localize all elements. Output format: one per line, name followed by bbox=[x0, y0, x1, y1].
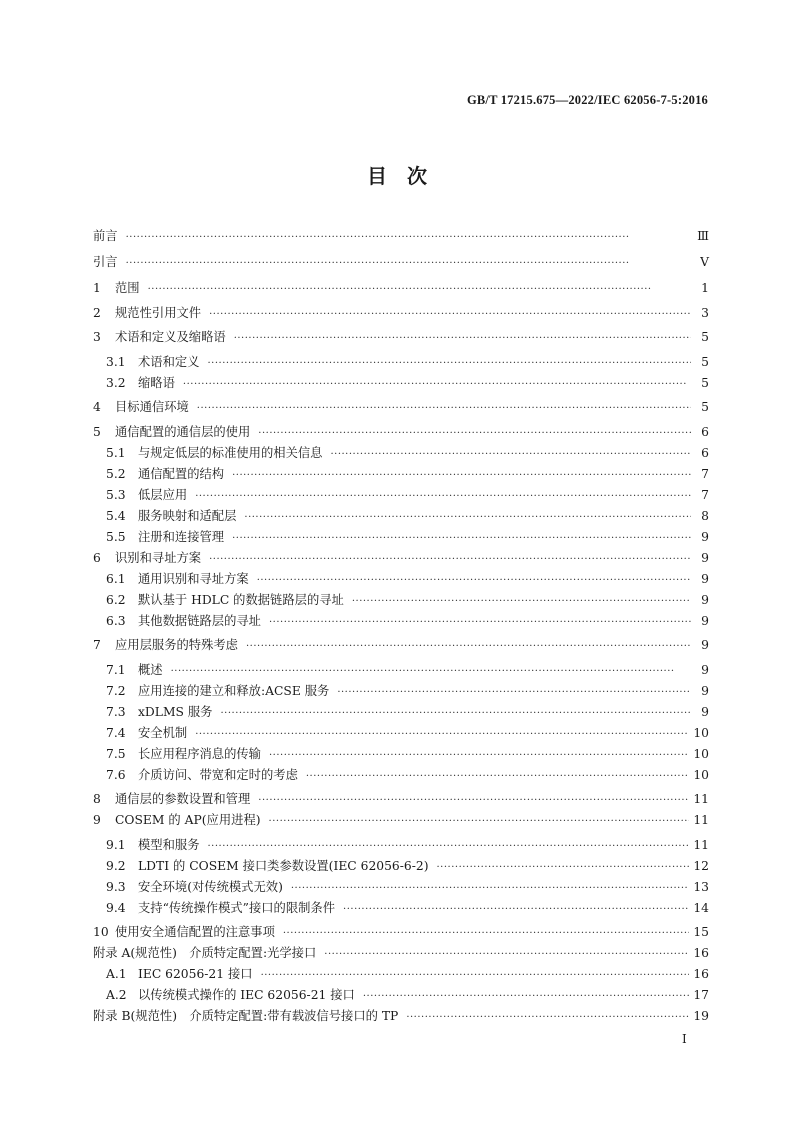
toc-entry-title: 支持“传统操作模式”接口的限制条件 bbox=[138, 900, 336, 915]
toc-entry[interactable] bbox=[93, 877, 709, 898]
toc-entry-page: 5 bbox=[701, 354, 709, 369]
toc-entry-title: 安全机制 bbox=[138, 725, 188, 740]
toc-dot-leader bbox=[330, 449, 691, 460]
toc-entry-number: 9.1 bbox=[106, 837, 126, 852]
toc-entry[interactable] bbox=[93, 590, 709, 611]
toc-dot-leader bbox=[306, 771, 689, 782]
toc-entry-page: 15 bbox=[693, 925, 709, 939]
toc-dot-leader bbox=[183, 379, 691, 390]
toc-entry-page: 7 bbox=[701, 466, 709, 481]
toc-entry-page: 9 bbox=[701, 704, 709, 719]
toc-entry-page: 9 bbox=[701, 613, 709, 628]
toc-dot-leader bbox=[343, 904, 689, 915]
toc-entry-page: 10 bbox=[693, 725, 709, 740]
toc-dot-leader bbox=[258, 428, 691, 439]
toc-entry-page: 13 bbox=[693, 879, 709, 894]
toc-entry-title: 通信配置的通信层的使用 bbox=[115, 424, 251, 439]
toc-entry-page: Ⅴ bbox=[700, 255, 709, 269]
toc-dot-leader bbox=[324, 949, 689, 960]
toc-entry[interactable] bbox=[93, 660, 709, 681]
toc-entry-page: 9 bbox=[701, 529, 709, 544]
toc-dot-leader bbox=[291, 883, 689, 894]
toc-dot-leader bbox=[437, 862, 690, 873]
toc-entry-title: 应用层服务的特殊考虑 bbox=[115, 638, 238, 652]
toc-entry-page: 6 bbox=[701, 445, 709, 460]
toc-dot-leader bbox=[197, 403, 691, 414]
toc-dot-leader bbox=[363, 991, 689, 1002]
toc-entry-title: 引言 bbox=[93, 255, 118, 269]
toc-entry-page: 9 bbox=[701, 683, 709, 698]
toc-entry-number: 5.5 bbox=[106, 529, 126, 544]
toc-entry-page: 9 bbox=[701, 638, 709, 652]
toc-entry[interactable] bbox=[93, 985, 709, 1006]
toc-entry-title: 规范性引用文件 bbox=[115, 305, 202, 320]
table-of-contents bbox=[93, 226, 709, 1027]
toc-entry[interactable] bbox=[93, 856, 709, 877]
toc-entry-title: 低层应用 bbox=[138, 487, 188, 502]
toc-dot-leader bbox=[246, 641, 691, 652]
page-number: I bbox=[682, 1032, 687, 1046]
toc-entry-number: 6.1 bbox=[106, 571, 126, 586]
toc-entry-title: 模型和服务 bbox=[138, 837, 200, 852]
toc-entry-number: 4 bbox=[93, 400, 101, 414]
toc-dot-leader bbox=[148, 284, 691, 295]
toc-entry[interactable] bbox=[93, 744, 709, 765]
document-header: GB/T 17215.675—2022/IEC 62056-7-5:2016 bbox=[466, 93, 708, 107]
toc-entry-title: 使用安全通信配置的注意事项 bbox=[115, 925, 275, 939]
toc-entry-title: 安全环境(对传统模式无效) bbox=[138, 879, 283, 894]
toc-entry-page: 9 bbox=[701, 662, 709, 677]
toc-entry[interactable] bbox=[93, 569, 709, 590]
toc-dot-leader bbox=[406, 1012, 689, 1023]
toc-entry-page: 9 bbox=[701, 592, 709, 607]
toc-entry-number: 2 bbox=[93, 305, 101, 320]
toc-entry-number: 5.3 bbox=[106, 487, 126, 502]
toc-dot-leader bbox=[269, 617, 691, 628]
toc-entry-page: 11 bbox=[693, 837, 709, 852]
toc-entry-number: 7.1 bbox=[106, 662, 126, 677]
toc-entry-page: 17 bbox=[693, 988, 709, 1002]
toc-dot-leader bbox=[209, 554, 691, 565]
toc-entry[interactable] bbox=[93, 373, 709, 394]
toc-dot-leader bbox=[234, 333, 691, 344]
toc-entry-number: A.2 bbox=[106, 988, 127, 1002]
toc-dot-leader bbox=[220, 708, 691, 719]
toc-dot-leader bbox=[126, 258, 691, 269]
toc-entry-page: 6 bbox=[701, 424, 709, 439]
toc-entry[interactable] bbox=[93, 278, 709, 299]
toc-entry-number: 9.2 bbox=[106, 858, 126, 873]
toc-entry-number: 6.2 bbox=[106, 592, 126, 607]
toc-entry-number: 3.1 bbox=[106, 354, 126, 369]
toc-entry-title: 概述 bbox=[138, 662, 163, 677]
toc-dot-leader bbox=[171, 666, 691, 677]
toc-entry[interactable] bbox=[93, 789, 709, 810]
toc-dot-leader bbox=[269, 750, 689, 761]
toc-entry-title: COSEM 的 AP(应用进程) bbox=[115, 813, 261, 827]
toc-entry[interactable] bbox=[93, 397, 709, 418]
toc-entry-page: 3 bbox=[701, 305, 709, 320]
toc-entry-title: 与规定低层的标准使用的相关信息 bbox=[138, 445, 323, 460]
toc-entry[interactable] bbox=[93, 611, 709, 632]
toc-entry-title: IEC 62056-21 接口 bbox=[138, 967, 253, 981]
toc-dot-leader bbox=[352, 596, 691, 607]
toc-dot-leader bbox=[283, 928, 689, 939]
toc-dot-leader bbox=[208, 841, 690, 852]
toc-entry-title: 范围 bbox=[115, 281, 140, 295]
toc-dot-leader bbox=[269, 816, 690, 827]
toc-entry-page: 5 bbox=[701, 400, 709, 414]
toc-entry-page: 5 bbox=[701, 330, 709, 344]
toc-entry-number: 9.4 bbox=[106, 900, 126, 915]
toc-entry-title: LDTI 的 COSEM 接口类参数设置(IEC 62056-6-2) bbox=[138, 858, 429, 873]
toc-entry-page: 9 bbox=[701, 550, 709, 565]
toc-dot-leader bbox=[257, 575, 691, 586]
toc-entry[interactable] bbox=[93, 226, 709, 247]
toc-dot-leader bbox=[195, 729, 689, 740]
toc-entry[interactable] bbox=[93, 443, 709, 464]
toc-entry-title: 长应用程序消息的传输 bbox=[138, 746, 261, 761]
toc-entry-title: 服务映射和适配层 bbox=[138, 508, 237, 523]
toc-entry-number: 8 bbox=[93, 792, 101, 806]
toc-entry-number: 7.3 bbox=[106, 704, 126, 719]
toc-dot-leader bbox=[258, 795, 689, 806]
toc-dot-leader bbox=[261, 970, 690, 981]
toc-entry-title: 通信层的参数设置和管理 bbox=[115, 792, 251, 806]
toc-entry-page: 10 bbox=[693, 746, 709, 761]
toc-entry[interactable] bbox=[93, 922, 709, 943]
toc-entry-title: 识别和寻址方案 bbox=[115, 550, 202, 565]
toc-entry[interactable] bbox=[93, 485, 709, 506]
toc-entry-number: 7 bbox=[93, 638, 101, 652]
toc-entry-page: 1 bbox=[701, 281, 709, 295]
toc-entry[interactable] bbox=[93, 327, 709, 348]
toc-entry[interactable] bbox=[93, 1006, 709, 1027]
toc-entry-number: 7.2 bbox=[106, 683, 126, 698]
toc-dot-leader bbox=[244, 512, 691, 523]
toc-entry-page: Ⅲ bbox=[697, 229, 709, 243]
toc-entry[interactable] bbox=[93, 352, 709, 373]
toc-entry-number: 5 bbox=[93, 424, 101, 439]
toc-entry-page: 5 bbox=[701, 375, 709, 390]
toc-entry-title: xDLMS 服务 bbox=[138, 704, 213, 719]
page-title: 目 次 bbox=[367, 164, 427, 188]
toc-entry-number: 3 bbox=[93, 330, 101, 344]
toc-entry-number: 5.1 bbox=[106, 445, 126, 460]
toc-entry-number: A.1 bbox=[106, 967, 127, 981]
toc-dot-leader bbox=[232, 470, 691, 481]
toc-entry[interactable] bbox=[93, 252, 709, 273]
toc-dot-leader bbox=[208, 358, 692, 369]
toc-entry-title: 术语和定义 bbox=[138, 354, 200, 369]
toc-entry-title: 介质访问、带宽和定时的考虑 bbox=[138, 767, 298, 782]
toc-entry[interactable] bbox=[93, 943, 709, 964]
toc-entry[interactable] bbox=[93, 303, 709, 324]
toc-dot-leader bbox=[126, 232, 691, 243]
toc-entry-number: 6.3 bbox=[106, 613, 126, 628]
toc-entry[interactable] bbox=[93, 898, 709, 919]
toc-entry-number: 7.6 bbox=[106, 767, 126, 782]
toc-entry-title: 术语和定义及缩略语 bbox=[115, 330, 226, 344]
toc-entry-title: 通信配置的结构 bbox=[138, 466, 225, 481]
toc-dot-leader bbox=[195, 491, 691, 502]
toc-entry-page: 11 bbox=[693, 792, 709, 806]
toc-entry-number: 10 bbox=[93, 925, 109, 939]
toc-entry[interactable] bbox=[93, 548, 709, 569]
toc-entry-page: 8 bbox=[701, 508, 709, 523]
toc-entry-title: 前言 bbox=[93, 229, 118, 243]
toc-entry-number: 9.3 bbox=[106, 879, 126, 894]
toc-entry-page: 16 bbox=[693, 946, 709, 960]
toc-dot-leader bbox=[232, 533, 691, 544]
toc-entry-number: 6 bbox=[93, 550, 101, 565]
toc-entry[interactable] bbox=[93, 765, 709, 786]
toc-dot-leader bbox=[209, 309, 691, 320]
toc-entry-number: 7.5 bbox=[106, 746, 126, 761]
toc-entry-number: 9 bbox=[93, 813, 101, 827]
toc-entry[interactable] bbox=[93, 527, 709, 548]
toc-entry-page: 16 bbox=[693, 967, 709, 981]
toc-entry-title: 通用识别和寻址方案 bbox=[138, 571, 249, 586]
toc-entry-number: 3.2 bbox=[106, 375, 126, 390]
toc-entry-title: 其他数据链路层的寻址 bbox=[138, 613, 261, 628]
toc-entry-title: 缩略语 bbox=[138, 375, 175, 390]
toc-entry[interactable] bbox=[93, 702, 709, 723]
toc-entry-number: 1 bbox=[93, 281, 101, 295]
toc-entry[interactable] bbox=[93, 464, 709, 485]
toc-entry[interactable] bbox=[93, 723, 709, 744]
toc-entry[interactable] bbox=[93, 964, 709, 985]
toc-entry-title: 附录 A(规范性) 介质特定配置:光学接口 bbox=[93, 946, 317, 960]
toc-entry[interactable] bbox=[93, 635, 709, 656]
toc-entry-page: 9 bbox=[701, 571, 709, 586]
toc-dot-leader bbox=[337, 687, 691, 698]
toc-entry[interactable] bbox=[93, 422, 709, 443]
toc-entry-page: 14 bbox=[693, 900, 709, 915]
toc-entry-title: 附录 B(规范性) 介质特定配置:带有载波信号接口的 TP bbox=[93, 1009, 399, 1023]
toc-entry-title: 默认基于 HDLC 的数据链路层的寻址 bbox=[138, 592, 344, 607]
toc-entry-page: 10 bbox=[693, 767, 709, 782]
toc-entry-page: 19 bbox=[693, 1009, 709, 1023]
toc-entry-number: 5.4 bbox=[106, 508, 126, 523]
toc-entry[interactable] bbox=[93, 681, 709, 702]
toc-entry[interactable] bbox=[93, 835, 709, 856]
toc-entry-number: 5.2 bbox=[106, 466, 126, 481]
toc-entry-number: 7.4 bbox=[106, 725, 126, 740]
toc-entry-title: 目标通信环境 bbox=[115, 400, 189, 414]
toc-entry-page: 12 bbox=[693, 858, 709, 873]
toc-entry[interactable] bbox=[93, 506, 709, 527]
toc-entry-title: 应用连接的建立和释放:ACSE 服务 bbox=[138, 683, 330, 698]
toc-entry[interactable] bbox=[93, 810, 709, 831]
toc-entry-page: 7 bbox=[701, 487, 709, 502]
toc-entry-title: 注册和连接管理 bbox=[138, 529, 225, 544]
toc-entry-title: 以传统模式操作的 IEC 62056-21 接口 bbox=[138, 988, 355, 1002]
toc-entry-page: 11 bbox=[693, 813, 709, 827]
